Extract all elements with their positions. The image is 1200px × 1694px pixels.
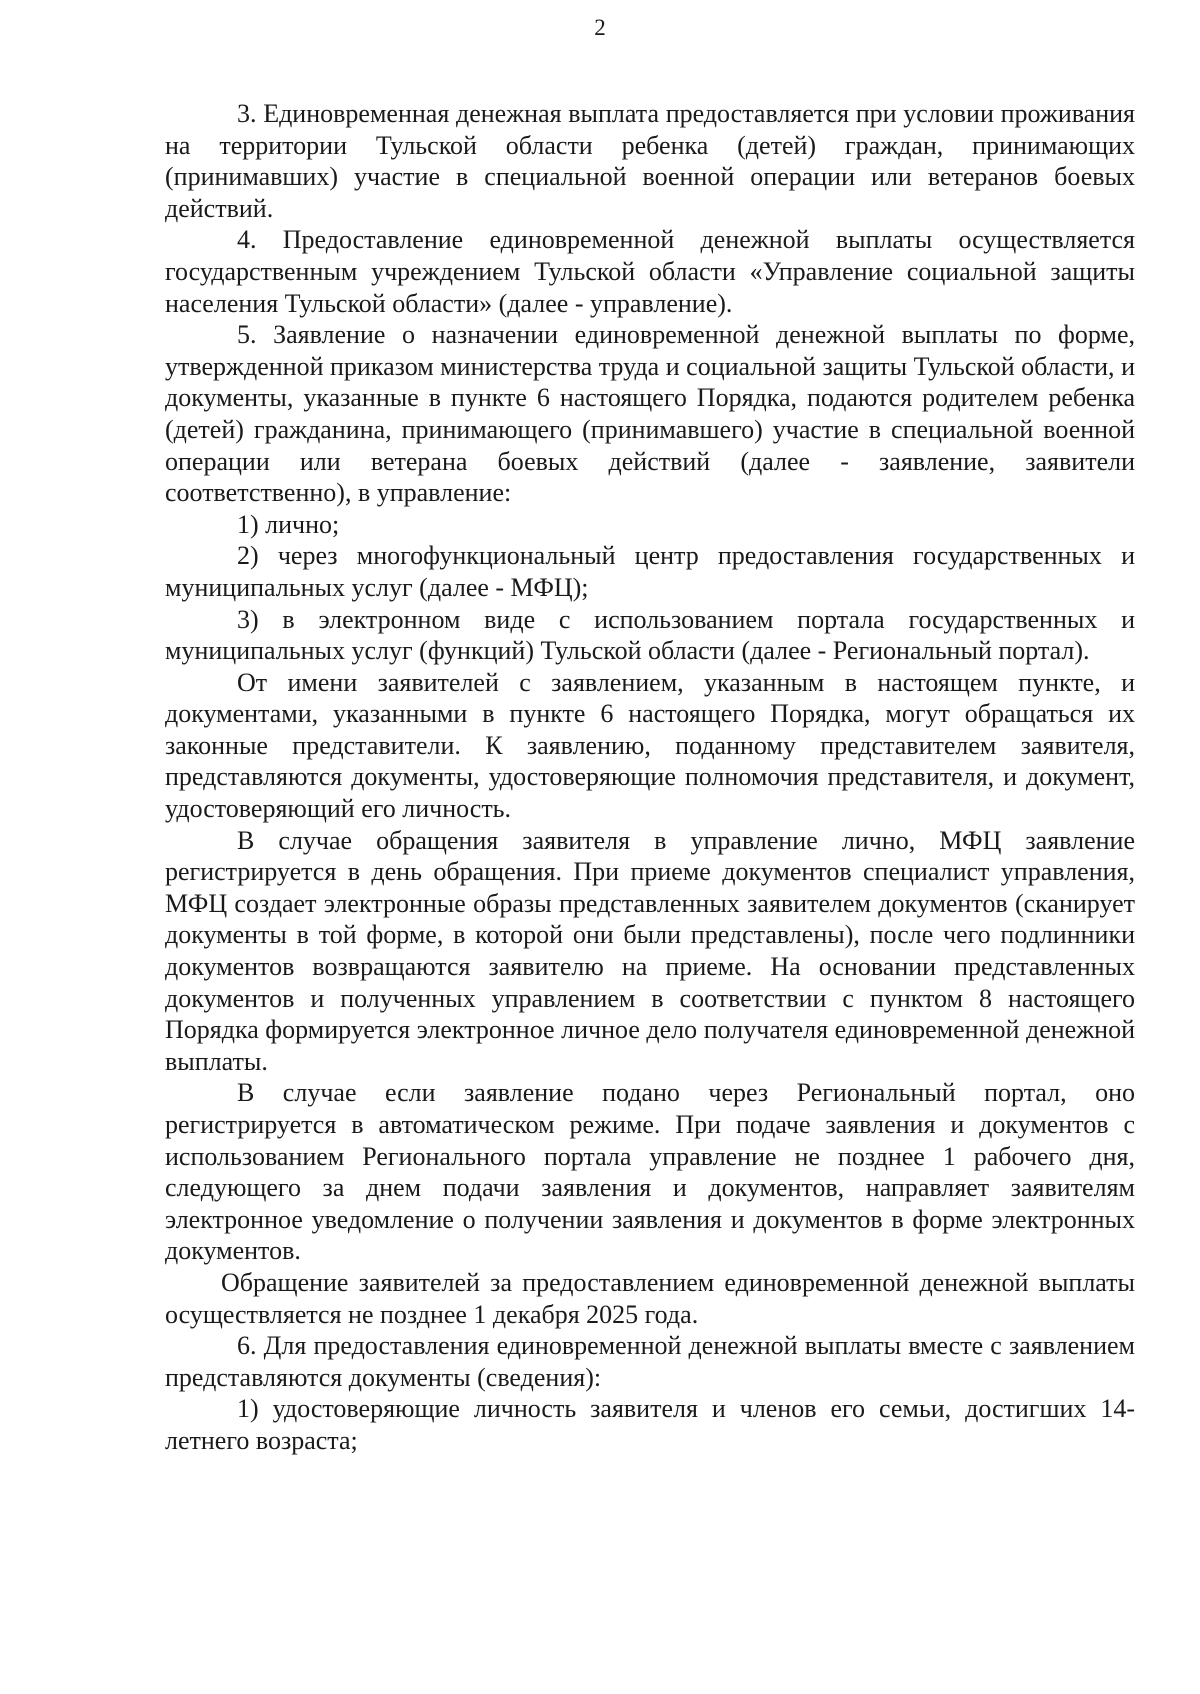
paragraph-deadline: Обращение заявителей за предоставлением единовременной денежной выплаты осуществляется не позднее 1 декабря 2025 года.: [165, 1267, 1135, 1329]
paragraph-item-6: 6. Для предоставления единовременной денежной выплаты вместе с заявлением представляются документы (сведения):: [165, 1331, 1135, 1392]
paragraph-in-person-registration: В случае обращения заявителя в управление лично, МФЦ заявление регистрируется в день обращения. При приеме документов специалист управления, МФЦ создает электронные образы представленных заявителем документов (сканирует документы в той форме, в которой они были представлены), после чего подлинники документов возвращаются заявителю на приеме. На основании представленных документов и полученных управлением в соответствии с пунктом 8 настоящего Порядка формируется электронное личное дело получателя единовременной денежной выплаты.: [165, 825, 1135, 1076]
paragraph-item-4: 4. Предоставление единовременной денежной выплаты осуществляется государственным учреждением Тульской области «Управление социальной защиты населения Тульской области» (далее - управление).: [165, 225, 1135, 318]
document-body: [165, 98, 1135, 1457]
list-item-mfc: 2) через многофункциональный центр предоставления государственных и муниципальных услуг (далее - МФЦ);: [165, 541, 1135, 602]
paragraph-portal-registration: В случае если заявление подано через Региональный портал, оно регистрируется в автоматическом режиме. При подаче заявления и документов с использованием Регионального портала управление не позднее 1 рабочего дня, следующего за днем подачи заявления и документов, направляет заявителям электронное уведомление о получении заявления и документов в форме электронных документов.: [165, 1078, 1135, 1266]
list-item-identity-documents: 1) удостоверяющие личность заявителя и членов его семьи, достигших 14-летнего возраста;: [165, 1394, 1135, 1455]
paragraph-item-5: 5. Заявление о назначении единовременной денежной выплаты по форме, утвержденной приказом министерства труда и социальной защиты Тульской области, и документы, указанные в пункте 6 настоящего Порядка, подаются родителем ребенка (детей) гражданина, принимающего (принимавшего) участие в специальной военной операции или ветерана боевых действий (далее - заявление, заявители соответственно), в управление:: [165, 320, 1135, 508]
paragraph-item-3: 3. Единовременная денежная выплата предоставляется при условии проживания на территории Тульской области ребенка (детей) граждан, принимающих (принимавших) участие в специальной военной операции или ветеранов боевых действий.: [165, 99, 1135, 223]
list-item-regional-portal: 3) в электронном виде с использованием портала государственных и муниципальных услуг (функций) Тульской области (далее - Региональный портал).: [165, 604, 1135, 666]
page-number: 2: [594, 15, 606, 40]
paragraph-representatives: От имени заявителей с заявлением, указанным в настоящем пункте, и документами, указанными в пункте 6 настоящего Порядка, могут обращаться их законные представители. К заявлению, поданному представителем заявителя, представляются документы, удостоверяющие полномочия представителя, и документ, удостоверяющий его личность.: [165, 667, 1135, 824]
list-item-in-person: 1) лично;: [237, 509, 340, 539]
